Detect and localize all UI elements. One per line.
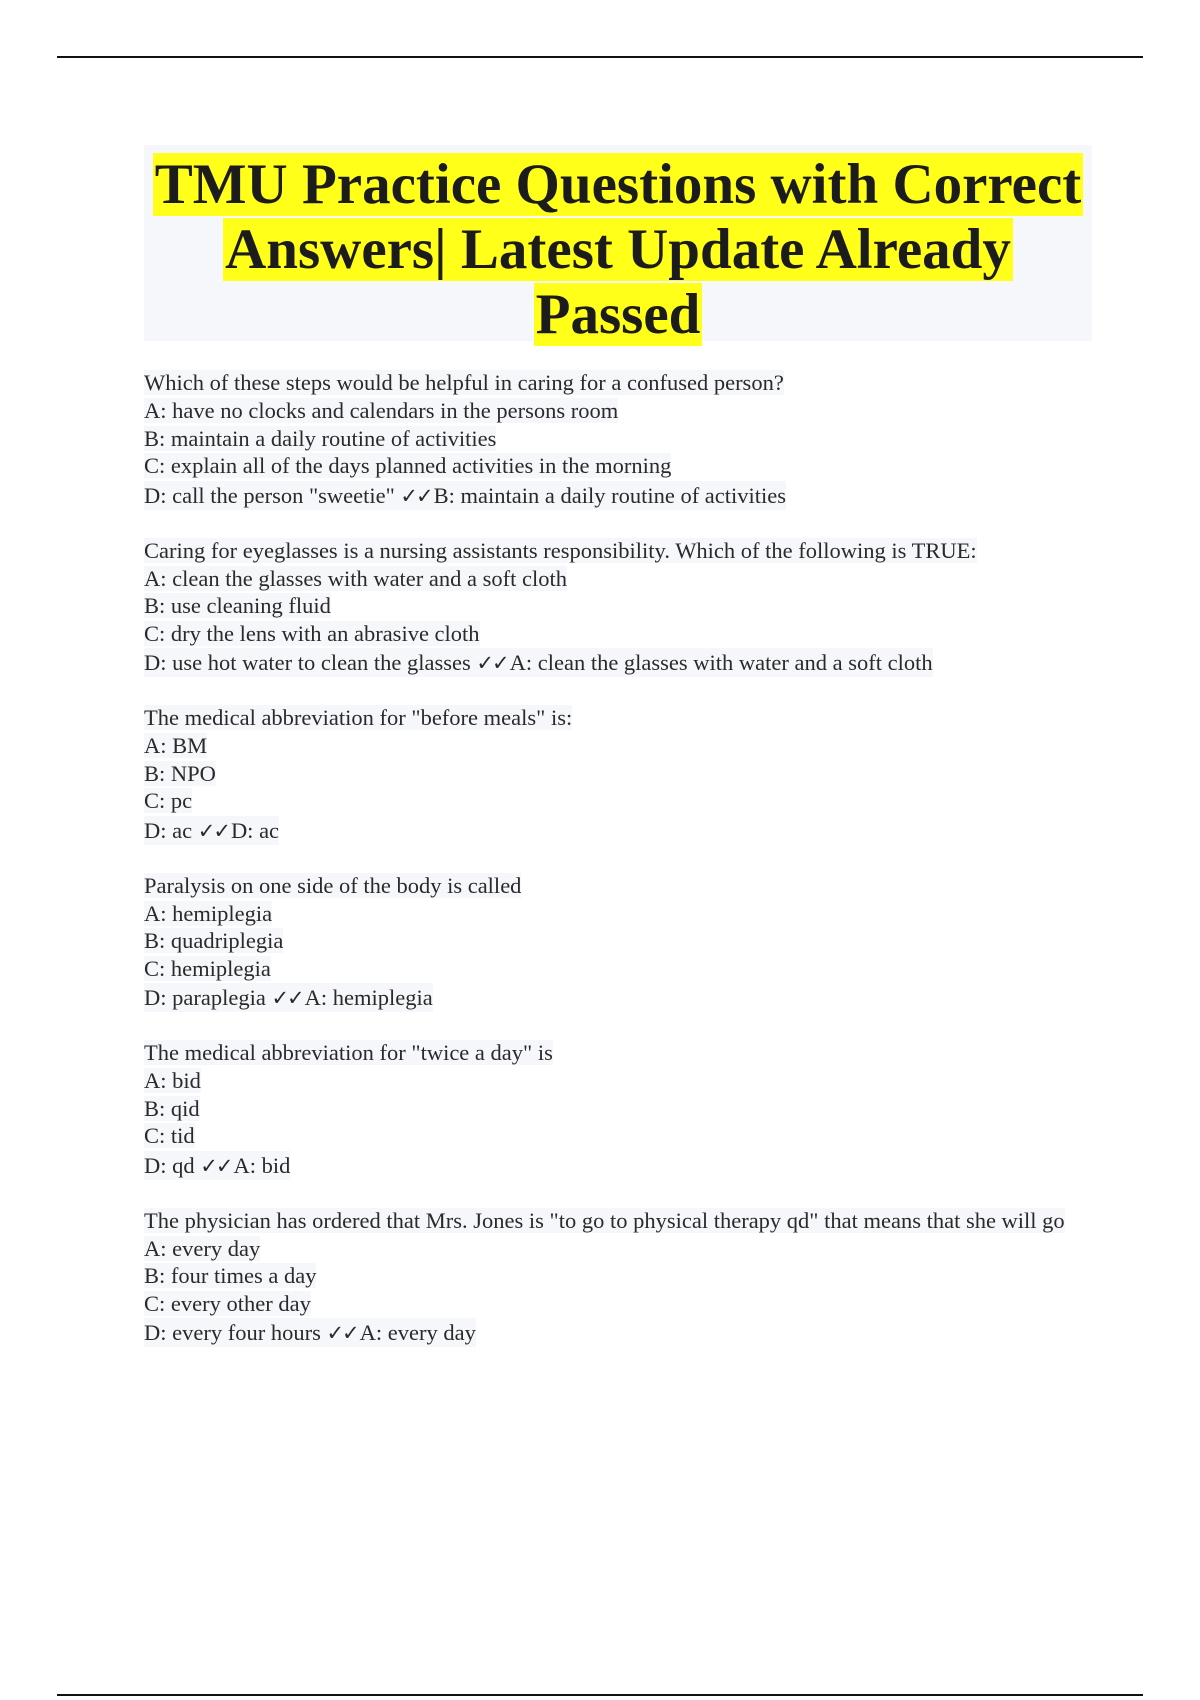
option-c: C: every other day [144, 1290, 311, 1316]
question-block-3 [144, 704, 1092, 846]
check-mark-icon: ✓✓ [197, 818, 229, 843]
option-a: A: clean the glasses with water and a soft cloth [144, 565, 567, 591]
correct-answer: A: every day [359, 1320, 476, 1345]
option-d-with-answer [144, 1318, 476, 1347]
option-d-with-answer [144, 481, 786, 510]
question-block-5 [144, 1039, 1092, 1181]
question-list [144, 369, 1092, 1374]
correct-answer: A: bid [233, 1152, 291, 1178]
option-d: D: paraplegia [144, 985, 266, 1010]
check-mark-icon: ✓✓ [326, 1321, 358, 1345]
option-c: C: tid [144, 1123, 195, 1148]
check-mark-icon: ✓✓ [400, 483, 432, 508]
option-a: A: BM [144, 733, 208, 758]
document-title: TMU Practice Questions with Correct Answers| Latest Update Already Passed [154, 153, 1082, 346]
question-text: Caring for eyeglasses is a nursing assistants responsibility. Which of the following is TRUE: [144, 537, 977, 563]
option-b: B: maintain a daily routine of activities [144, 425, 497, 451]
option-d-with-answer [144, 816, 279, 845]
correct-answer: B: maintain a daily routine of activities [433, 482, 787, 508]
option-c: C: dry the lens with an abrasive cloth [144, 620, 480, 646]
option-d-with-answer [144, 983, 433, 1012]
question-block-1 [144, 369, 1092, 511]
option-b: B: qid [144, 1095, 200, 1121]
question-text: The medical abbreviation for "twice a day" is [144, 1040, 553, 1065]
check-mark-icon: ✓✓ [271, 986, 303, 1010]
option-c: C: explain all of the days planned activities in the morning [144, 453, 672, 478]
question-block-6 [144, 1207, 1092, 1349]
option-a: A: bid [144, 1068, 201, 1093]
question-text: Which of these steps would be helpful in caring for a confused person? [144, 370, 784, 395]
option-d: D: use hot water to clean the glasses [144, 650, 471, 675]
option-d: D: ac [144, 817, 193, 843]
question-text: The medical abbreviation for "before meals" is: [144, 705, 573, 730]
question-block-4 [144, 872, 1092, 1014]
question-block-2 [144, 537, 1092, 679]
bottom-rule [57, 1694, 1143, 1696]
question-text: The physician has ordered that Mrs. Jones is "to go to physical therapy qd" that means that she will go [144, 1207, 1065, 1233]
correct-answer: D: ac [230, 817, 280, 843]
correct-answer: A: clean the glasses with water and a soft cloth [509, 650, 933, 675]
option-a: A: hemiplegia [144, 900, 273, 926]
option-a: A: every day [144, 1235, 261, 1261]
title-block [144, 145, 1092, 346]
check-mark-icon: ✓✓ [476, 651, 508, 675]
check-mark-icon: ✓✓ [200, 1153, 232, 1178]
option-d-with-answer [144, 648, 933, 677]
option-a: A: have no clocks and calendars in the persons room [144, 398, 619, 423]
option-b: B: four times a day [144, 1263, 317, 1288]
question-text: Paralysis on one side of the body is called [144, 872, 522, 898]
option-b: B: NPO [144, 760, 216, 786]
option-d-with-answer [144, 1151, 290, 1180]
option-d: D: call the person "sweetie" [144, 482, 395, 508]
correct-answer: A: hemiplegia [304, 985, 433, 1010]
option-c: C: hemiplegia [144, 955, 271, 981]
option-b: B: use cleaning fluid [144, 593, 331, 618]
option-c: C: pc [144, 788, 193, 813]
top-rule [57, 56, 1143, 58]
option-b: B: quadriplegia [144, 928, 284, 953]
option-d: D: qd [144, 1152, 195, 1178]
option-d: D: every four hours [144, 1320, 321, 1345]
